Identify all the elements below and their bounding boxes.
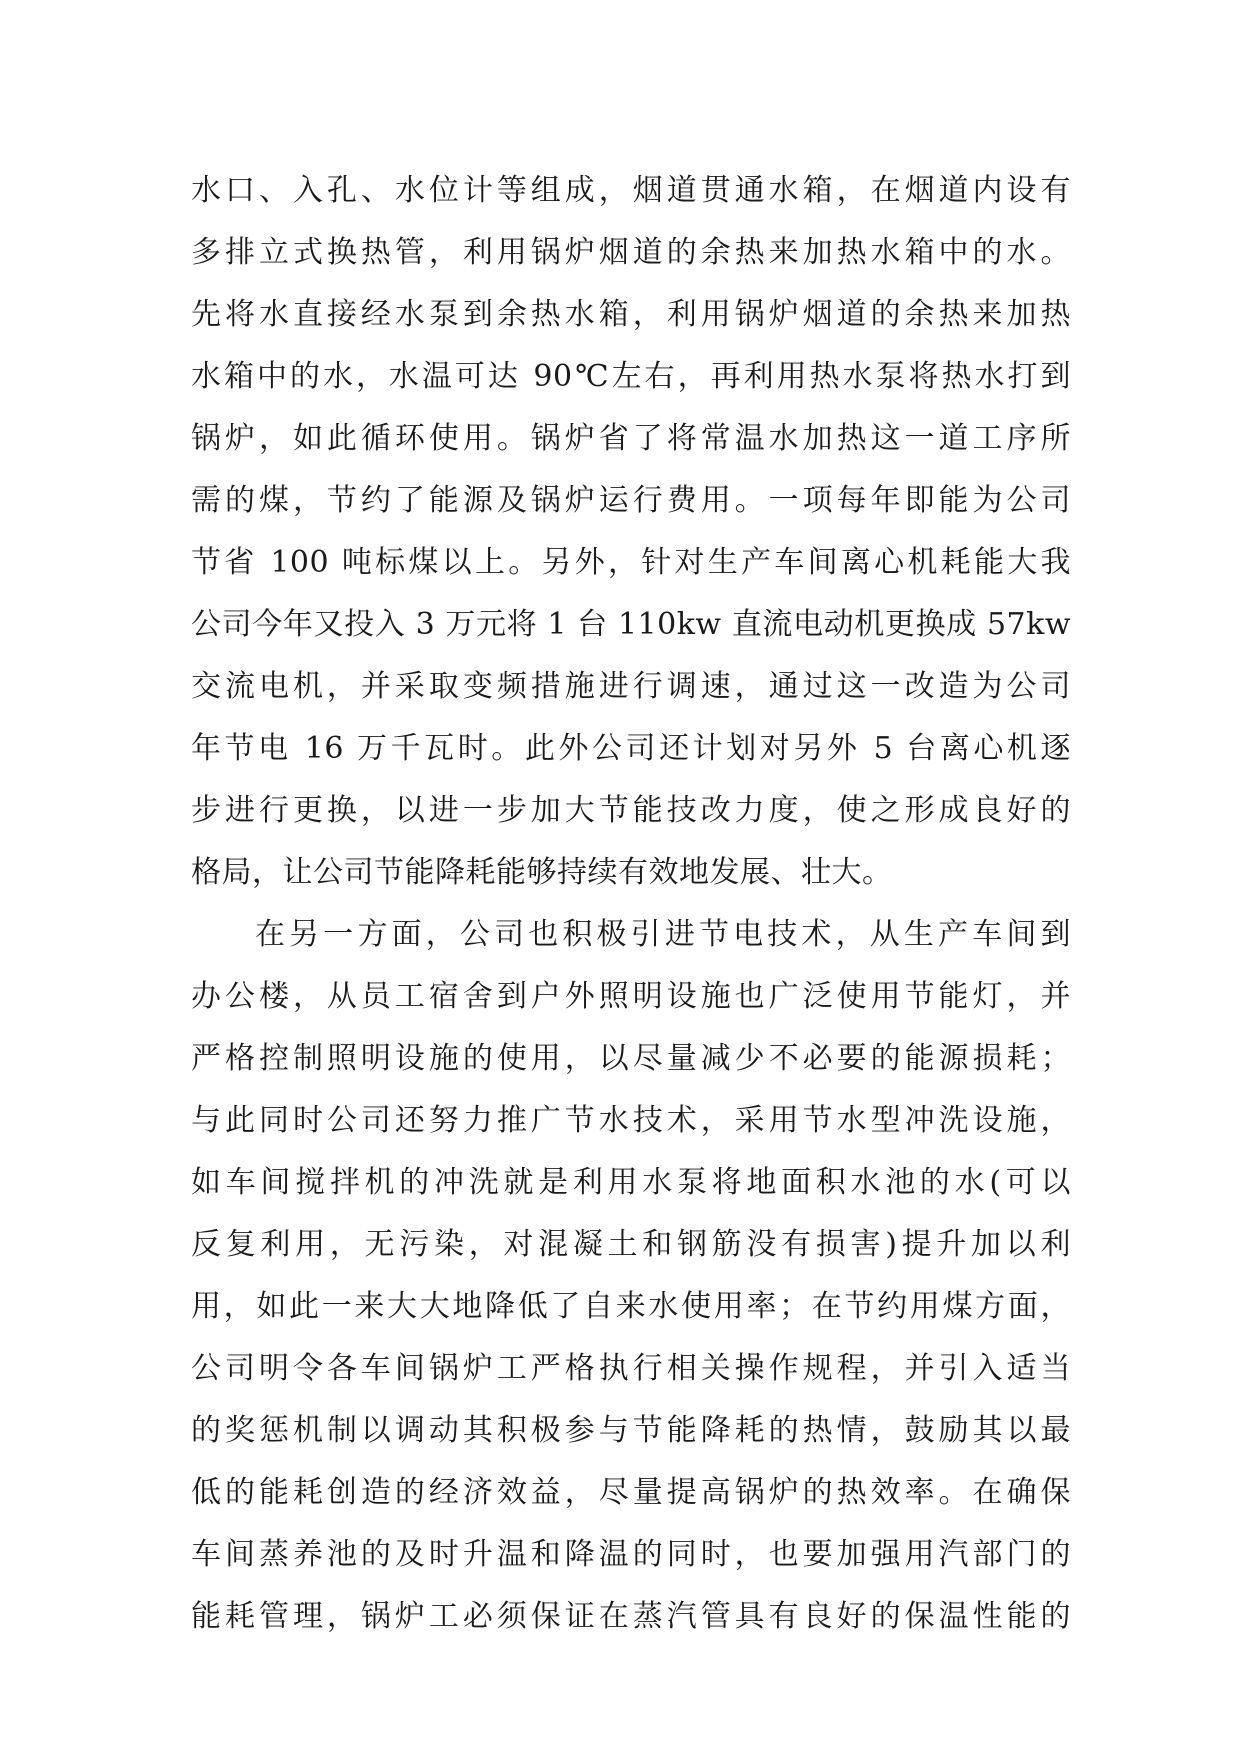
paragraph-2 xyxy=(191,904,1071,1648)
text-line: 能耗管理，锅炉工必须保证在蒸汽管具有良好的保温性能的 xyxy=(191,1599,1071,1634)
text-line: 步进行更换，以进一步加大节能技改力度，使之形成良好的 xyxy=(191,793,1071,828)
text-line: 需的煤，节约了能源及锅炉运行费用。一项每年即能为公司 xyxy=(191,483,1071,518)
text-line: 的奖惩机制以调动其积极参与节能降耗的热情，鼓励其以最 xyxy=(191,1413,1071,1448)
text-line: 水箱中的水，水温可达 90℃左右，再利用热水泵将热水打到 xyxy=(191,359,1071,394)
text-line: 严格控制照明设施的使用，以尽量减少不必要的能源损耗； xyxy=(191,1041,1071,1076)
text-line: 公司明令各车间锅炉工严格执行相关操作规程，并引入适当 xyxy=(191,1351,1071,1386)
text-line: 车间蒸养池的及时升温和降温的同时，也要加强用汽部门的 xyxy=(191,1537,1071,1572)
text-line: 多排立式换热管，利用锅炉烟道的余热来加热水箱中的水。 xyxy=(191,235,1071,270)
text-line: 公司今年又投入 3 万元将 1 台 110kw 直流电动机更换成 57kw xyxy=(191,607,1071,642)
text-line: 水口、入孔、水位计等组成，烟道贯通水箱，在烟道内设有 xyxy=(191,173,1071,208)
text-line: 与此同时公司还努力推广节水技术，采用节水型冲洗设施， xyxy=(191,1103,1071,1138)
text-line: 格局，让公司节能降耗能够持续有效地发展、壮大。 xyxy=(191,855,893,890)
text-line: 低的能耗创造的经济效益，尽量提高锅炉的热效率。在确保 xyxy=(191,1475,1071,1510)
text-line: 年节电 16 万千瓦时。此外公司还计划对另外 5 台离心机逐 xyxy=(191,731,1071,766)
body-text xyxy=(191,160,1071,1648)
text-line: 反复利用，无污染，对混凝土和钢筋没有损害)提升加以利 xyxy=(191,1227,1071,1262)
text-line: 用，如此一来大大地降低了自来水使用率；在节约用煤方面， xyxy=(191,1289,1071,1324)
paragraph-1 xyxy=(191,160,1071,904)
text-line: 如车间搅拌机的冲洗就是利用水泵将地面积水池的水(可以 xyxy=(191,1165,1071,1200)
text-line: 先将水直接经水泵到余热水箱，利用锅炉烟道的余热来加热 xyxy=(191,297,1071,332)
text-line: 节省 100 吨标煤以上。另外，针对生产车间离心机耗能大我 xyxy=(191,545,1071,580)
text-line: 锅炉，如此循环使用。锅炉省了将常温水加热这一道工序所 xyxy=(191,421,1071,456)
text-line: 交流电机，并采取变频措施进行调速，通过这一改造为公司 xyxy=(191,669,1071,704)
text-line: 在另一方面，公司也积极引进节电技术，从生产车间到 xyxy=(255,917,1071,952)
text-line: 办公楼，从员工宿舍到户外照明设施也广泛使用节能灯，并 xyxy=(191,979,1071,1014)
